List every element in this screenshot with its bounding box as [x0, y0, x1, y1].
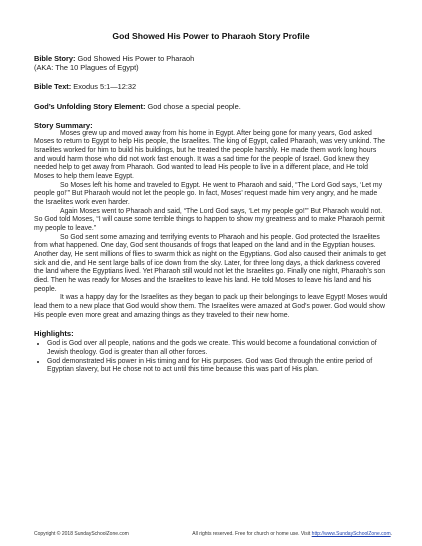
footer-rights	[192, 531, 392, 537]
bible-text-value: Exodus 5:1—12:32	[71, 82, 137, 92]
footer-period: .	[390, 531, 392, 537]
bible-story-aka: (AKA: The 10 Plagues of Egypt)	[34, 63, 139, 73]
summary-paragraph: It was a happy day for the Israelites as they began to pack up their belongings to leave Egypt! Moses would lead them to a new place that God would show them. The Israelites were amazed at God’s power. God would show His people even more great and amazing things as they traveled to their new home.	[34, 294, 388, 319]
highlight-item: • God is God over all people, nations and the gods we create. This would become a foundational conviction of Jewish theology. God is greater than all other forces.	[47, 340, 388, 357]
unfolding-story-label: God’s Unfolding Story Element:	[34, 101, 146, 111]
page-footer	[34, 531, 392, 537]
story-summary-heading: Story Summary:	[34, 120, 93, 130]
bible-story-line	[34, 54, 388, 63]
summary-paragraph: So Moses left his home and traveled to Egypt. He went to Pharaoh and said, “The Lord God says, ‘Let my people go!’” But Pharaoh would not let the people go. In fact, Moses’ request made him very angry, and he made the Israelites work even harder.	[34, 181, 383, 207]
bible-text-label: Bible Text:	[34, 82, 72, 92]
bible-text-line	[34, 82, 388, 91]
footer-copyright: Copyright © 2018 SundaySchoolZone.com	[34, 531, 129, 537]
bible-story-value: God Showed His Power to Pharaoh	[75, 54, 195, 63]
unfolding-story-value: God chose a special people.	[145, 101, 241, 111]
highlights-heading: Highlights:	[34, 329, 74, 339]
highlights-list	[34, 340, 388, 375]
page-title: God Showed His Power to Pharaoh Story Profile	[112, 31, 310, 41]
footer-rights-text: All rights reserved. Free for church or home use. Visit	[192, 531, 312, 537]
summary-paragraph: Moses grew up and moved away from his home in Egypt. After being gone for many years, God asked Moses to return to Egypt to help His people, the Israelites. The king of Egypt, called Pharaoh, was very unkind. The Israelites worked for him to build his buildings, but he treated the people harshly. He made them work long hours and would harm those who did not work fast enough. It was a sad time for the people of Israel. God knew they needed help to get away from Pharaoh. God wanted to lead His people to live in a different place, and He told Moses to help them leave Egypt.	[34, 129, 385, 181]
footer-link[interactable]: http://www.SundaySchoolZone.com	[311, 531, 391, 537]
highlight-item: • God demonstrated His power in His timing and for His purposes. God was God through the entire period of Egyptian slavery, but He chose not to act until this time because this was part of His plan.	[47, 358, 388, 375]
summary-paragraph: So God sent some amazing and terrifying events to Pharaoh and his people. God protected the Israelites from what happened. One day, God sent thousands of frogs that leaped on the land and in the Egyptian houses. Another day, He sent millions of flies to swarm thick as night on the Egyptians. God also caused their animals to get sick and die, and He sent large balls of ice down from the sky. Later, for three long days, a thick darkness covered the land where the Egyptians lived. Yet Pharaoh still would not let the Israelites go. Finally one night, Pharaoh’s son died. Then he was ready for Moses and the Israelites to leave his land. He told Moses to leave his land and his people.	[34, 233, 386, 293]
summary-paragraph: Again Moses went to Pharaoh and said, “The Lord God says, ‘Let my people go!’” But Pharaoh would not. So God told Moses, “I will cause some terrible things to happen to show my greatness and to make Pharaoh permit my people to leave.”	[34, 207, 385, 233]
unfolding-story-line	[34, 102, 388, 111]
bible-story-label: Bible Story:	[34, 54, 76, 63]
story-summary	[34, 130, 388, 320]
